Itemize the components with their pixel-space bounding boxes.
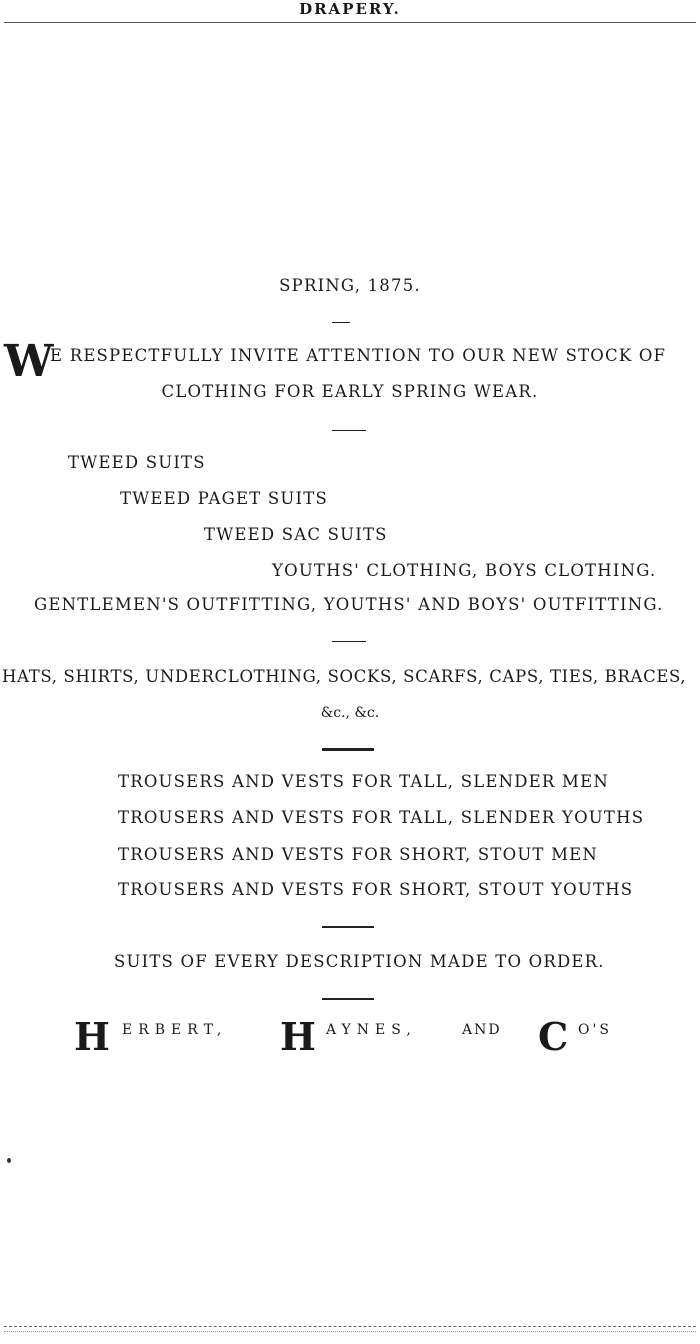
divider bbox=[332, 430, 366, 431]
divider bbox=[332, 641, 366, 642]
etc-line: &c., &c. bbox=[320, 705, 380, 721]
order-note: SUITS OF EVERY DESCRIPTION MADE TO ORDER. bbox=[114, 952, 605, 971]
divider bbox=[332, 322, 350, 323]
item-tweed-suits: TWEED SUITS bbox=[68, 453, 206, 472]
item-tweed-paget-suits: TWEED PAGET SUITS bbox=[120, 489, 328, 508]
signature-cos: O'S bbox=[578, 1022, 612, 1038]
item-outfitting: GENTLEMEN'S OUTFITTING, YOUTHS' AND BOYS' OUTFITTING. bbox=[34, 595, 664, 614]
date-line: SPRING, 1875. bbox=[279, 276, 421, 295]
divider bbox=[322, 748, 374, 751]
divider bbox=[322, 926, 374, 928]
ink-speck bbox=[7, 1158, 11, 1163]
signature-haynes: AYNES, bbox=[326, 1022, 417, 1038]
trousers-line-2: TROUSERS AND VESTS FOR TALL, SLENDER YOUTHS bbox=[118, 808, 645, 827]
drop-cap: W bbox=[4, 336, 54, 387]
header-rule bbox=[4, 22, 696, 23]
item-tweed-sac-suits: TWEED SAC SUITS bbox=[204, 525, 388, 544]
signature-and: AND bbox=[462, 1022, 502, 1038]
signature-initial-h2: H bbox=[280, 1014, 316, 1059]
footer-rule bbox=[4, 1326, 696, 1327]
footer-rule-2 bbox=[4, 1331, 696, 1332]
divider bbox=[322, 998, 374, 1000]
intro-line-2: CLOTHING FOR EARLY SPRING WEAR. bbox=[161, 382, 539, 401]
section-header: DRAPERY. bbox=[299, 0, 401, 18]
trousers-line-4: TROUSERS AND VESTS FOR SHORT, STOUT YOUTHS bbox=[118, 880, 634, 899]
accessories-line: HATS, SHIRTS, UNDERCLOTHING, SOCKS, SCARFS, CAPS, TIES, BRACES, bbox=[2, 667, 687, 686]
trousers-line-1: TROUSERS AND VESTS FOR TALL, SLENDER MEN bbox=[118, 772, 609, 791]
trousers-line-3: TROUSERS AND VESTS FOR SHORT, STOUT MEN bbox=[118, 845, 599, 864]
signature-initial-h1: H bbox=[74, 1014, 110, 1059]
item-youths-clothing: YOUTHS' CLOTHING, BOYS CLOTHING. bbox=[272, 561, 657, 580]
intro-line-1: E RESPECTFULLY INVITE ATTENTION TO OUR NEW STOCK OF bbox=[50, 346, 667, 365]
signature-initial-c: C bbox=[538, 1014, 569, 1059]
signature-herbert: ERBERT, bbox=[122, 1022, 228, 1038]
